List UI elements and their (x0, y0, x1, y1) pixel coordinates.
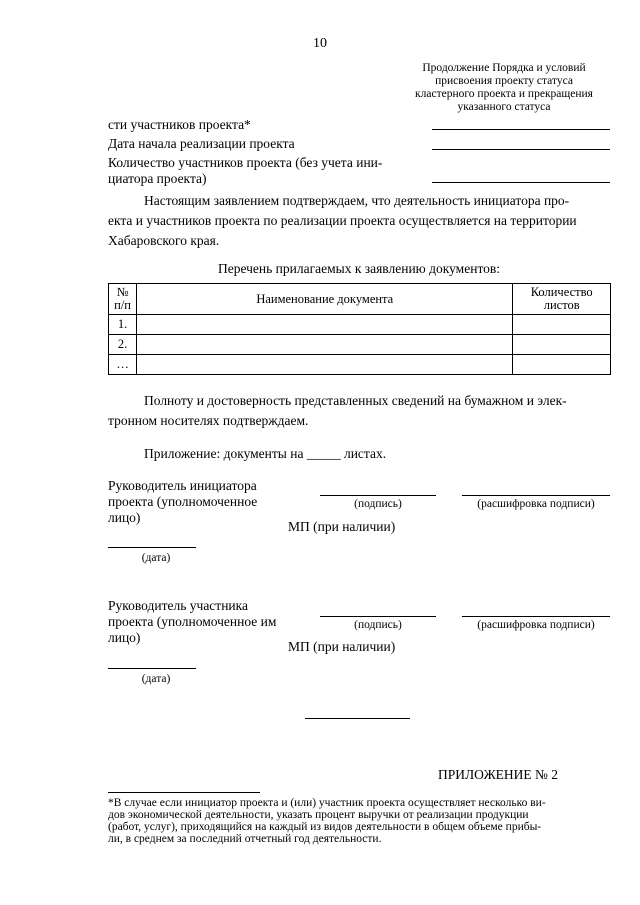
paragraph-line: Полноту и достоверность представленных сведений на бумажном и элек- (144, 393, 567, 408)
date-line[interactable] (108, 547, 196, 548)
paragraph-line: Хабаровского края. (108, 233, 220, 248)
field-label-participants-share: сти участников проекта* (108, 117, 251, 132)
footnote-rule (108, 792, 260, 793)
field-line[interactable] (432, 129, 610, 130)
stamp-label: МП (при наличии) (288, 519, 396, 534)
header-line: присвоения проекту статуса (435, 75, 573, 87)
separator-line (305, 718, 410, 719)
footnote-line: (работ, услуг), приходящийся на каждый из видов деятельности в общем объеме прибы- (108, 821, 542, 833)
stamp-label: МП (при наличии) (288, 639, 396, 654)
field-label-participants-count-cont: циатора проекта) (108, 171, 207, 186)
signature-line[interactable] (320, 616, 436, 617)
paragraph-line: екта и участников проекта по реализации проекта осуществляется на территории (108, 213, 577, 228)
field-label-start-date: Дата начала реализации проекта (108, 136, 295, 151)
row-number: … (109, 355, 137, 375)
table-row (109, 355, 611, 375)
signature-block-1-role: Руководитель инициатора проекта (уполномоченное лицо) (108, 478, 258, 525)
footnote-line: дов экономической деятельности, указать процент выручки от реализации продукции (108, 809, 529, 821)
field-label-participants-count: Количество участников проекта (без учета ини- (108, 155, 383, 170)
header-sheet-count: Количество листов (513, 284, 611, 315)
footnote (108, 797, 610, 845)
header-line: указанного статуса (457, 101, 551, 113)
table-row (109, 335, 611, 355)
field-line[interactable] (432, 149, 610, 150)
header-line: Продолжение Порядка и условий (422, 62, 586, 74)
confirmation-paragraph (108, 191, 610, 251)
decoding-label: (расшифровка подписи) (477, 619, 595, 631)
date-label: (дата) (141, 673, 171, 685)
signature-label: (подпись) (354, 619, 402, 631)
accuracy-paragraph (108, 391, 610, 431)
signature-block-2-role: Руководитель участника проекта (уполномоченное им лицо) (108, 598, 277, 645)
paragraph-line: тронном носителях подтверждаем. (108, 413, 309, 428)
signature-line[interactable] (320, 495, 436, 496)
paragraph-line: Настоящим заявлением подтверждаем, что деятельность инициатора про- (144, 193, 570, 208)
header-line: кластерного проекта и прекращения (415, 88, 593, 100)
row-sheet-count[interactable] (513, 315, 611, 335)
row-number: 2. (109, 335, 137, 355)
running-header (398, 62, 610, 114)
signature-label: (подпись) (354, 498, 402, 510)
date-line[interactable] (108, 668, 196, 669)
row-document-name[interactable] (137, 335, 513, 355)
decoding-line[interactable] (462, 495, 610, 496)
field-line[interactable] (432, 182, 610, 183)
row-document-name[interactable] (137, 355, 513, 375)
row-sheet-count[interactable] (513, 355, 611, 375)
table-row (109, 315, 611, 335)
header-number: № п/п (109, 284, 137, 315)
decoding-label: (расшифровка подписи) (477, 498, 595, 510)
attachment-line: Приложение: документы на _____ листах. (144, 446, 387, 461)
footnote-line: *В случае если инициатор проекта и (или) участник проекта осуществляет несколько ви- (108, 797, 546, 809)
table-header-row (109, 284, 611, 315)
page-number: 10 (313, 36, 327, 51)
row-document-name[interactable] (137, 315, 513, 335)
row-number: 1. (109, 315, 137, 335)
row-sheet-count[interactable] (513, 335, 611, 355)
documents-table (108, 283, 611, 375)
appendix-title: ПРИЛОЖЕНИЕ № 2 (438, 767, 559, 782)
header-document-name: Наименование документа (137, 284, 513, 315)
table-caption: Перечень прилагаемых к заявлению документов: (217, 261, 501, 276)
footnote-line: ли, в среднем за последний отчетный год деятельности. (108, 833, 382, 845)
date-label: (дата) (141, 552, 171, 564)
decoding-line[interactable] (462, 616, 610, 617)
